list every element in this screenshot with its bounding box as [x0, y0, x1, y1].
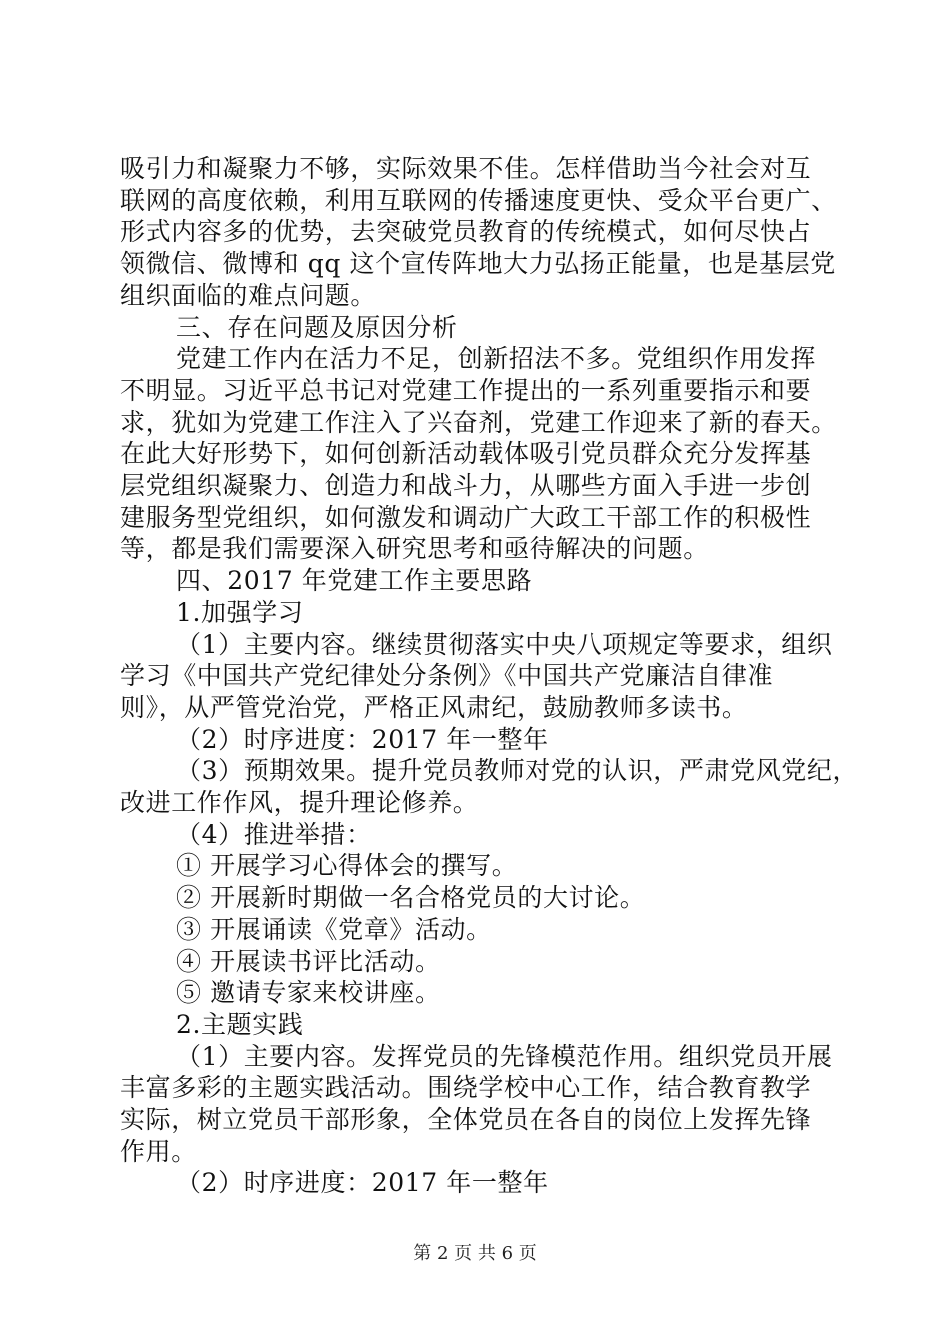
- text-line: 在此大好形势下，如何创新活动载体吸引党员群众充分发挥基: [120, 439, 812, 469]
- text-line: 领微信、微博和 qq 这个宣传阵地大力弘扬正能量，也是基层党: [120, 249, 836, 279]
- list-item: ③ 开展诵读《党章》活动。: [176, 914, 492, 944]
- text-line: 不明显。习近平总书记对党建工作提出的一系列重要指示和要: [120, 375, 812, 405]
- text-line: 联网的高度依赖，利用互联网的传播速度更快、受众平台更广、: [120, 185, 837, 215]
- text-line: （2）时序进度：2017 年一整年: [176, 1168, 549, 1198]
- list-item: ② 开展新时期做一名合格党员的大讨论。: [176, 883, 646, 913]
- text-line: 丰富多彩的主题实践活动。围绕学校中心工作，结合教育教学: [120, 1073, 812, 1103]
- list-item: ④ 开展读书评比活动。: [176, 946, 441, 976]
- text-line: 实际，树立党员干部形象，全体党员在各自的岗位上发挥先锋: [120, 1105, 812, 1134]
- page-footer: 第 2 页 共 6 页: [413, 1243, 537, 1264]
- text-line: （1）主要内容。发挥党员的先锋模范作用。组织党员开展: [176, 1041, 833, 1071]
- text-line: （4）推进举措：: [176, 819, 372, 849]
- text-line: （2）时序进度：2017 年一整年: [176, 724, 549, 754]
- list-item: ① 开展学习心得体会的撰写。: [176, 851, 518, 881]
- text-line: 形式内容多的优势，去突破党员教育的传统模式，如何尽快占: [120, 217, 812, 247]
- text-line: 求，犹如为党建工作注入了兴奋剂，党建工作迎来了新的春天。: [120, 407, 837, 437]
- list-item: ⑤ 邀请专家来校讲座。: [176, 978, 441, 1008]
- text-line: 吸引力和凝聚力不够，实际效果不佳。怎样借助当今社会对互: [120, 154, 812, 183]
- section-heading: 三、存在问题及原因分析: [176, 312, 458, 342]
- text-line: 组织面临的难点问题。: [120, 280, 377, 310]
- subsection-heading: 2.主题实践: [176, 1009, 304, 1039]
- text-line: 则》，从严管党治党，严格正风肃纪，鼓励教师多读书。: [120, 692, 748, 722]
- text-line: 层党组织凝聚力、创造力和战斗力，从哪些方面入手进一步创: [120, 471, 812, 500]
- text-line: （3）预期效果。提升党员教师对党的认识，严肃党风党纪，: [176, 756, 859, 786]
- text-line: 党建工作内在活力不足，创新招法不多。党组织作用发挥: [176, 344, 817, 374]
- text-line: 作用。: [120, 1136, 197, 1166]
- text-line: （1）主要内容。继续贯彻落实中央八项规定等要求，组织: [176, 629, 833, 659]
- subsection-heading: 1.加强学习: [176, 597, 304, 627]
- text-line: 建服务型党组织，如何激发和调动广大政工干部工作的积极性: [120, 502, 812, 532]
- section-heading: 四、2017 年党建工作主要思路: [176, 566, 533, 596]
- text-line: 等，都是我们需要深入研究思考和亟待解决的问题。: [120, 534, 709, 564]
- text-line: 学习《中国共产党纪律处分条例》《中国共产党廉洁自律准: [120, 661, 774, 691]
- text-line: 改进工作作风，提升理论修养。: [120, 788, 479, 817]
